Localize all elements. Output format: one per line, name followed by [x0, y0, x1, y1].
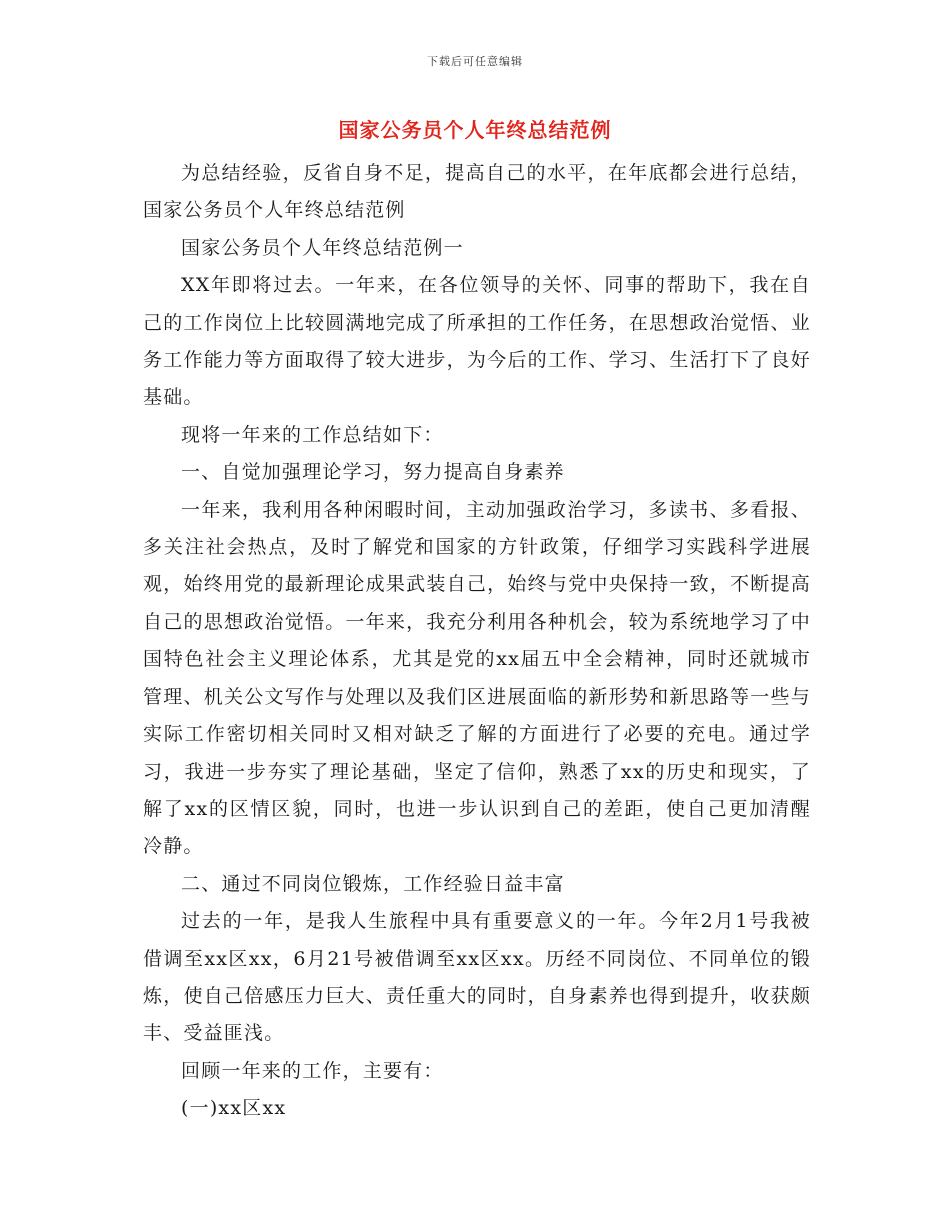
section-heading: 二、通过不同岗位锻炼，工作经验日益丰富 [181, 872, 565, 895]
document-title: 国家公务员个人年终总结范例 [338, 118, 612, 142]
section-heading: 一、自觉加强理论学习，努力提高自身素养 [181, 461, 565, 484]
paragraph-intro: 为总结经验，反省自身不足，提高自己的水平，在年底都会进行总结，国家公务员个人年终总结范例 [143, 162, 811, 222]
subsection-heading: (一)xx区xx [181, 1097, 287, 1120]
document-body [143, 155, 811, 1128]
paragraph: 一年来，我利用各种闲暇时间，主动加强政治学习，多读书、多看报、多关注社会热点，及时了解党和国家的方针政策，仔细学习实践科学进展观，始终用党的最新理论成果武装自己，始终与党中央保持一致，不断提高自己的思想政治觉悟。一年来，我充分利用各种机会，较为系统地学习了中国特色社会主义理论体系，尤其是党的xx届五中全会精神，同时还就城市管理、机关公文写作与处理以及我们区进展面临的新形势和新思路等一些与实际工作密切相关同时又相对缺乏了解的方面进行了必要的充电。通过学习，我进一步夯实了理论基础，坚定了信仰，熟悉了xx的历史和现实，了解了xx的区情区貌，同时，也进一步认识到自己的差距，使自己更加清醒冷静。 [143, 498, 811, 858]
header-note: 下载后可任意编辑 [427, 55, 523, 68]
paragraph: XX年即将过去。一年来，在各位领导的关怀、同事的帮助下，我在自己的工作岗位上比较圆满地完成了所承担的工作任务，在思想政治觉悟、业务工作能力等方面取得了较大进步，为今后的工作、学习、生活打下了良好基础。 [143, 274, 811, 409]
paragraph: 现将一年来的工作总结如下： [181, 423, 444, 446]
paragraph-subtitle: 国家公务员个人年终总结范例一 [181, 236, 464, 259]
paragraph: 回顾一年来的工作，主要有： [181, 1059, 444, 1082]
paragraph: 过去的一年，是我人生旅程中具有重要意义的一年。今年2月1号我被借调至xx区xx，6月21号被借调至xx区xx。历经不同岗位、不同单位的锻炼，使自己倍感压力巨大、责任重大的同时，自身素养也得到提升，收获颇丰、受益匪浅。 [143, 910, 811, 1045]
